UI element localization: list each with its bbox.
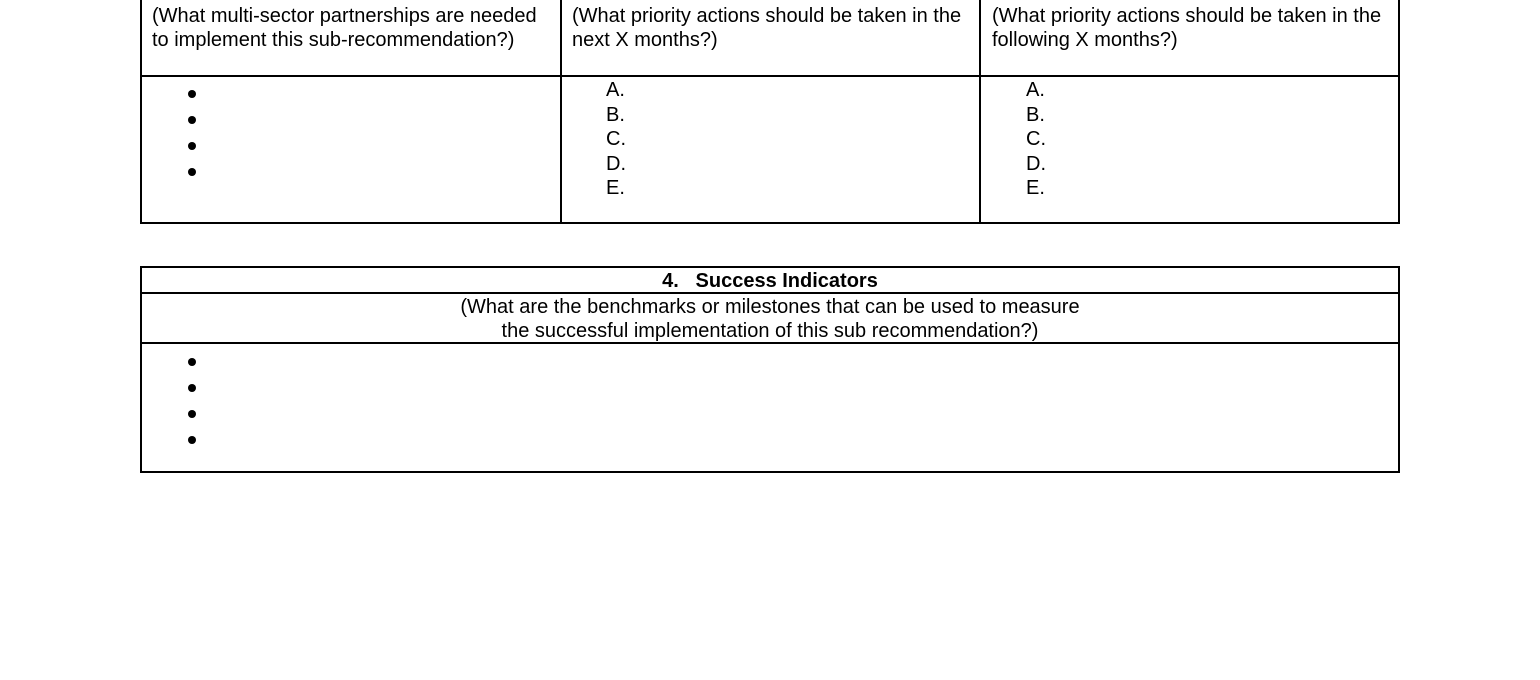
bullet-icon: [188, 90, 196, 98]
column-divider: [560, 0, 562, 222]
next-months-letter-list: [606, 78, 626, 201]
partnerships-actions-table: [140, 0, 1400, 224]
bullet-icon: [188, 358, 196, 366]
list-item: C.: [1026, 128, 1046, 150]
success-indicators-table: [140, 266, 1400, 473]
bullet-icon: [188, 116, 196, 124]
subtitle-divider: [142, 342, 1398, 344]
list-item: B.: [606, 103, 625, 126]
next-months-actions-header: (What priority actions should be taken in the next X months?): [572, 5, 962, 51]
subtitle-line: (What are the benchmarks or milestones that can be used to measure: [460, 296, 1080, 318]
bullet-icon: [188, 142, 196, 150]
subtitle-line: the successful implementation of this sub recommendation?): [501, 320, 1039, 342]
following-months-letter-list: [1026, 78, 1046, 201]
list-item: A.: [1026, 79, 1045, 101]
partnerships-header: (What multi-sector partnerships are needed to implement this sub-recommendation?): [152, 5, 537, 51]
column-divider: [979, 0, 981, 222]
section-number: 4.: [662, 270, 679, 292]
section-title: [142, 268, 1398, 294]
list-item: E.: [1026, 177, 1045, 199]
list-item: A.: [606, 79, 625, 101]
list-item: D.: [606, 152, 626, 175]
title-divider: [142, 292, 1398, 294]
bullet-icon: [188, 436, 196, 444]
following-months-actions-header: (What priority actions should be taken in the following X months?): [992, 5, 1382, 51]
bullet-icon: [188, 168, 196, 176]
bullet-icon: [188, 410, 196, 418]
section-heading: Success Indicators: [695, 270, 878, 292]
bullet-icon: [188, 384, 196, 392]
list-item: D.: [1026, 152, 1046, 175]
list-item: B.: [1026, 103, 1045, 126]
section-subtitle: [142, 295, 1398, 343]
list-item: C.: [606, 128, 626, 150]
list-item: E.: [606, 177, 625, 199]
header-divider: [142, 75, 1398, 77]
